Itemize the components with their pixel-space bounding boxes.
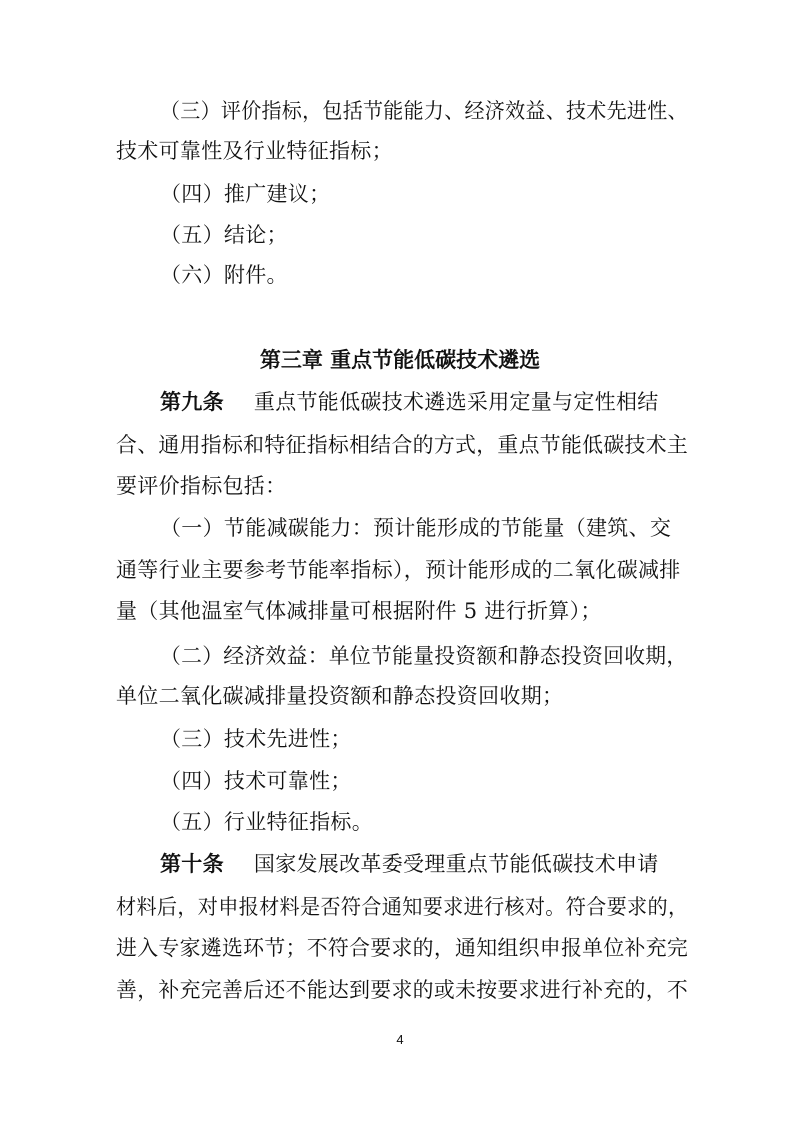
list-item-continuation: 量（其他温室气体减排量可根据附件 5 进行折算）； bbox=[116, 599, 602, 623]
chapter-title: 第三章 重点节能低碳技术遴选 bbox=[259, 348, 541, 372]
article-9-label: 第九条 bbox=[160, 390, 224, 414]
list-item: （三）技术先进性； bbox=[160, 727, 352, 751]
list-item: （五）行业特征指标。 bbox=[160, 810, 373, 834]
paragraph-line: （四）推广建议； bbox=[160, 182, 331, 206]
list-item: （四）技术可靠性； bbox=[160, 769, 352, 793]
article-9-text: 重点节能低碳技术遴选采用定量与定性相结 bbox=[253, 390, 659, 414]
paragraph-line: 善，补充完善后还不能达到要求的或未按要求进行补充的，不 bbox=[116, 978, 689, 1002]
paragraph-line: 进入专家遴选环节；不符合要求的，通知组织申报单位补充完 bbox=[116, 936, 689, 960]
list-item: （一）节能减碳能力：预计能形成的节能量（建筑、交 bbox=[160, 516, 672, 540]
article-10-text: 国家发展改革委受理重点节能低碳技术申请 bbox=[253, 852, 659, 876]
article-10-line bbox=[160, 849, 659, 879]
page-number: 4 bbox=[396, 1032, 404, 1047]
list-item-continuation: 通等行业主要参考节能率指标），预计能形成的二氧化碳减排 bbox=[116, 558, 681, 582]
paragraph-line: 要评价指标包括： bbox=[116, 474, 287, 498]
list-item: （二）经济效益：单位节能量投资额和静态投资回收期， bbox=[160, 644, 688, 668]
paragraph-line: 技术可靠性及行业特征指标； bbox=[116, 139, 393, 163]
paragraph-line: （五）结论； bbox=[160, 223, 288, 247]
article-9-line bbox=[160, 387, 659, 417]
article-10-label: 第十条 bbox=[160, 852, 224, 876]
paragraph-line: （六）附件。 bbox=[160, 263, 288, 287]
paragraph-line: 材料后，对申报材料是否符合通知要求进行核对。符合要求的， bbox=[116, 895, 689, 919]
paragraph-line: （三）评价指标，包括节能能力、经济效益、技术先进性、 bbox=[160, 99, 688, 123]
list-item-continuation: 单位二氧化碳减排量投资额和静态投资回收期； bbox=[116, 684, 564, 708]
paragraph-line: 合、通用指标和特征指标相结合的方式，重点节能低碳技术主 bbox=[116, 433, 689, 457]
